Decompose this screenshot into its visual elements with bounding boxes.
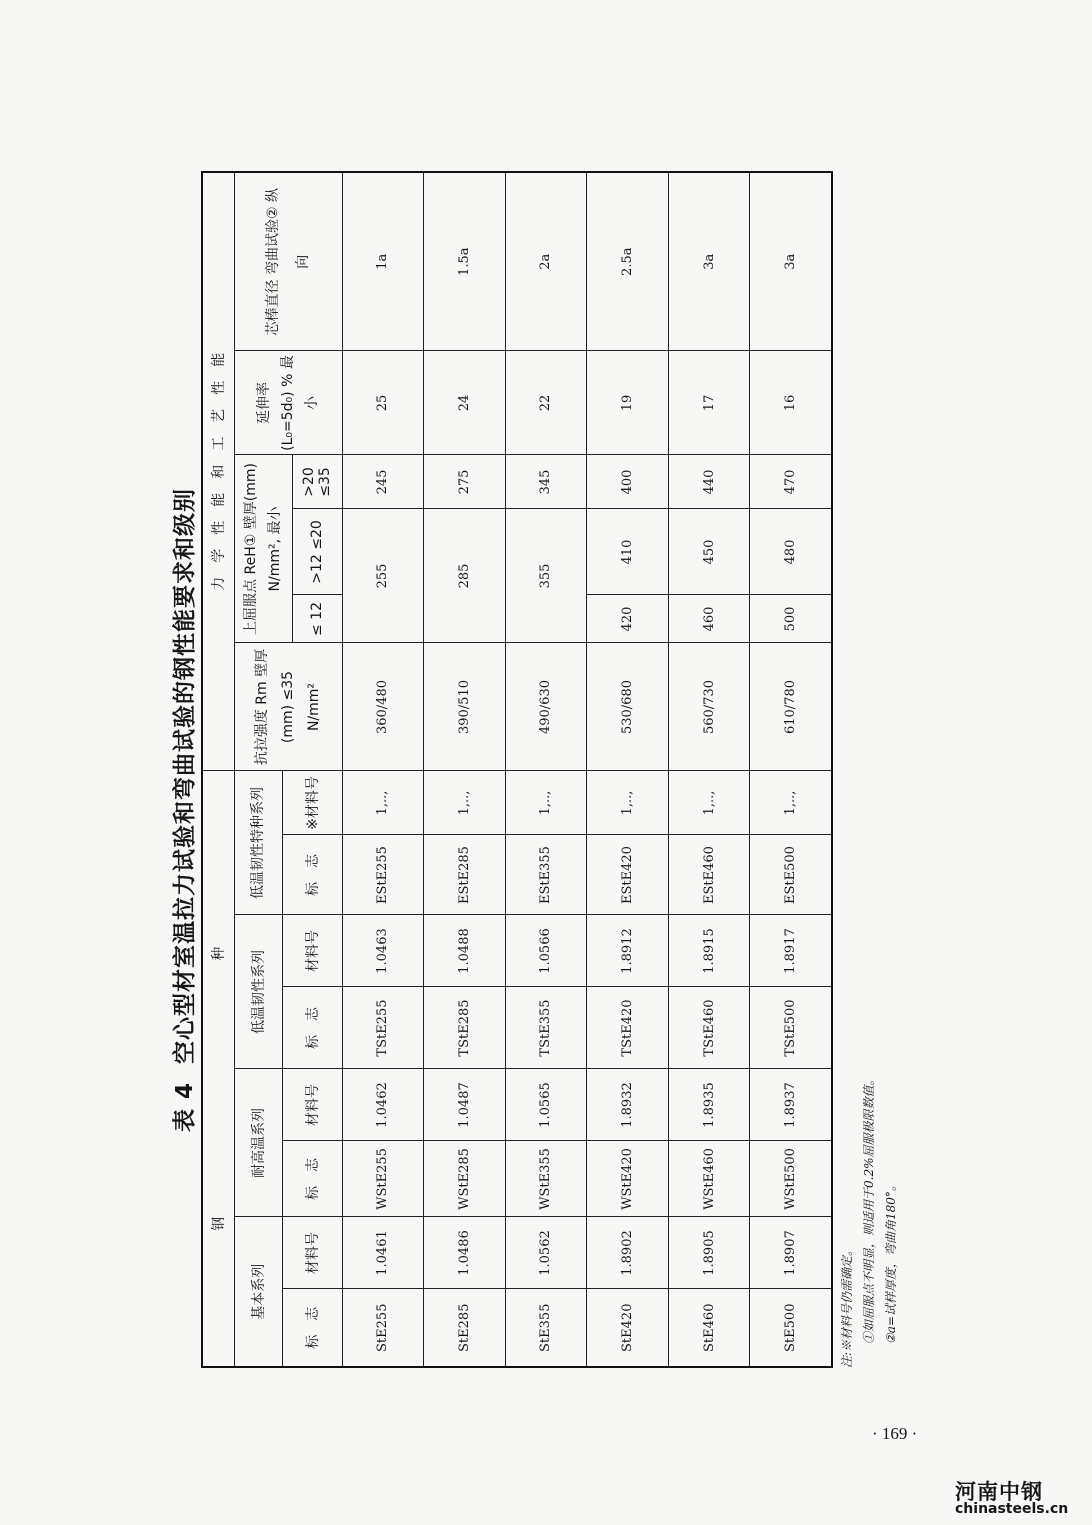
bend: 3a [668, 172, 750, 351]
ht-no: 1.8937 [750, 1069, 832, 1141]
ht-mark: WStE285 [424, 1141, 506, 1217]
ht-no: 1.8932 [587, 1069, 669, 1141]
bend: 1a [342, 172, 424, 351]
header-no-1: 材料号 [282, 1217, 342, 1289]
yield-1: 500 [750, 595, 832, 643]
table-caption: 空心型材室温拉力试验和弯曲试验的钢性能要求和级别 [172, 488, 198, 1064]
header-mark-1: 标 志 [282, 1289, 342, 1367]
header-high-temp-series: 耐高温系列 [234, 1069, 282, 1217]
watermark-en: chinasteels.cn [955, 1501, 1069, 1517]
table-number: 表 4 [172, 1082, 198, 1133]
tensile: 390/510 [424, 643, 506, 771]
header-mark-2: 标 志 [282, 1141, 342, 1217]
note-bend: ②a=试样厚度，弯曲角180°。 [884, 1179, 898, 1344]
bend: 2a [505, 172, 587, 351]
yield-2: 410 [587, 509, 669, 595]
table-row [342, 172, 424, 1367]
elongation: 22 [505, 351, 587, 455]
yield-3: 440 [668, 455, 750, 509]
header-wt3: >20 ≤35 [292, 455, 342, 509]
header-elongation: 延伸率 (L₀=5d₀) % 最小 [234, 351, 342, 455]
table-title [166, 170, 200, 1450]
header-basic-series: 基本系列 [234, 1217, 282, 1367]
yield-2: 450 [668, 509, 750, 595]
table-row [424, 172, 506, 1367]
lt-mark: TStE500 [750, 987, 832, 1069]
ht-no: 1.8935 [668, 1069, 750, 1141]
sp-mark: EStE500 [750, 835, 832, 915]
yield-3: 275 [424, 455, 506, 509]
lt-no: 1.8912 [587, 915, 669, 987]
table-row [750, 172, 832, 1367]
note-material: 注:※材料号仍需确定。 [840, 1243, 854, 1368]
ht-mark: WStE420 [587, 1141, 669, 1217]
lt-mark: TStE460 [668, 987, 750, 1069]
sp-mark: EStE420 [587, 835, 669, 915]
lt-mark: TStE255 [342, 987, 424, 1069]
basic-no: 1.0486 [424, 1217, 506, 1289]
yield-merged: 255 [342, 509, 424, 643]
elongation: 17 [668, 351, 750, 455]
basic-mark: StE420 [587, 1289, 669, 1367]
lt-no: 1.0488 [424, 915, 506, 987]
page-number: · 169 · [872, 1424, 918, 1443]
ht-no: 1.0487 [424, 1069, 506, 1141]
yield-1: 460 [668, 595, 750, 643]
elongation: 19 [587, 351, 669, 455]
bend: 3a [750, 172, 832, 351]
watermark-logo [955, 1480, 1092, 1518]
header-mark-4: 标 志 [282, 835, 342, 915]
sp-no: 1,.., [424, 771, 506, 835]
ht-no: 1.0565 [505, 1069, 587, 1141]
elongation: 24 [424, 351, 506, 455]
basic-no: 1.8907 [750, 1217, 832, 1289]
sp-no: 1,.., [587, 771, 669, 835]
tensile: 490/630 [505, 643, 587, 771]
sp-no: 1,.., [505, 771, 587, 835]
yield-1: 420 [587, 595, 669, 643]
yield-3: 470 [750, 455, 832, 509]
steel-properties-table [201, 171, 833, 1368]
sp-mark: EStE285 [424, 835, 506, 915]
bend: 2.5a [587, 172, 669, 351]
yield-merged: 355 [505, 509, 587, 643]
basic-mark: StE285 [424, 1289, 506, 1367]
header-yield: 上屈服点 ReH① 壁厚(mm) N/mm², 最小 [234, 455, 292, 643]
header-steel-grade: 钢 种 [202, 771, 234, 1367]
sp-mark: EStE460 [668, 835, 750, 915]
elongation: 16 [750, 351, 832, 455]
watermark-cn: 河南中钢 [955, 1480, 1043, 1504]
sp-mark: EStE255 [342, 835, 424, 915]
header-wt2: >12 ≤20 [292, 509, 342, 595]
ht-no: 1.0462 [342, 1069, 424, 1141]
lt-no: 1.8917 [750, 915, 832, 987]
basic-no: 1.8905 [668, 1217, 750, 1289]
lt-no: 1.8915 [668, 915, 750, 987]
note-yield: ①如屈服点不明显，则适用于0.2%屈服极限数值。 [862, 1073, 876, 1344]
ht-mark: WStE255 [342, 1141, 424, 1217]
tensile: 530/680 [587, 643, 669, 771]
lt-mark: TStE420 [587, 987, 669, 1069]
sp-no: 1,.., [342, 771, 424, 835]
lt-no: 1.0566 [505, 915, 587, 987]
lt-mark: TStE285 [424, 987, 506, 1069]
table-row [505, 172, 587, 1367]
basic-mark: StE255 [342, 1289, 424, 1367]
yield-merged: 285 [424, 509, 506, 643]
table-row [668, 172, 750, 1367]
header-wt1: ≤ 12 [292, 595, 342, 643]
header-no-4: ※材料号 [282, 771, 342, 835]
yield-3: 345 [505, 455, 587, 509]
ht-mark: WStE460 [668, 1141, 750, 1217]
header-bend: 芯棒直径 弯曲试验② 纵 向 [234, 172, 342, 351]
table-row [587, 172, 669, 1367]
basic-mark: StE460 [668, 1289, 750, 1367]
basic-no: 1.0562 [505, 1217, 587, 1289]
header-no-2: 材料号 [282, 1069, 342, 1141]
sp-mark: EStE355 [505, 835, 587, 915]
yield-3: 400 [587, 455, 669, 509]
elongation: 25 [342, 351, 424, 455]
ht-mark: WStE355 [505, 1141, 587, 1217]
basic-no: 1.0461 [342, 1217, 424, 1289]
lt-mark: TStE355 [505, 987, 587, 1069]
header-mark-3: 标 志 [282, 987, 342, 1069]
header-tensile: 抗拉强度 Rm 壁厚(mm) ≤35 N/mm² [234, 643, 342, 771]
header-low-temp-series: 低温韧性系列 [234, 915, 282, 1069]
header-mech-props: 力 学 性 能 和 工 艺 性 能 [202, 172, 234, 771]
yield-3: 245 [342, 455, 424, 509]
tensile: 560/730 [668, 643, 750, 771]
sp-no: 1,.., [668, 771, 750, 835]
header-low-temp-special: 低温韧性特种系列 [234, 771, 282, 915]
basic-mark: StE355 [505, 1289, 587, 1367]
lt-no: 1.0463 [342, 915, 424, 987]
table-notes [836, 1074, 902, 1369]
basic-no: 1.8902 [587, 1217, 669, 1289]
tensile: 610/780 [750, 643, 832, 771]
ht-mark: WStE500 [750, 1141, 832, 1217]
tensile: 360/480 [342, 643, 424, 771]
basic-mark: StE500 [750, 1289, 832, 1367]
yield-2: 480 [750, 509, 832, 595]
sp-no: 1,.., [750, 771, 832, 835]
header-no-3: 材料号 [282, 915, 342, 987]
bend: 1.5a [424, 172, 506, 351]
